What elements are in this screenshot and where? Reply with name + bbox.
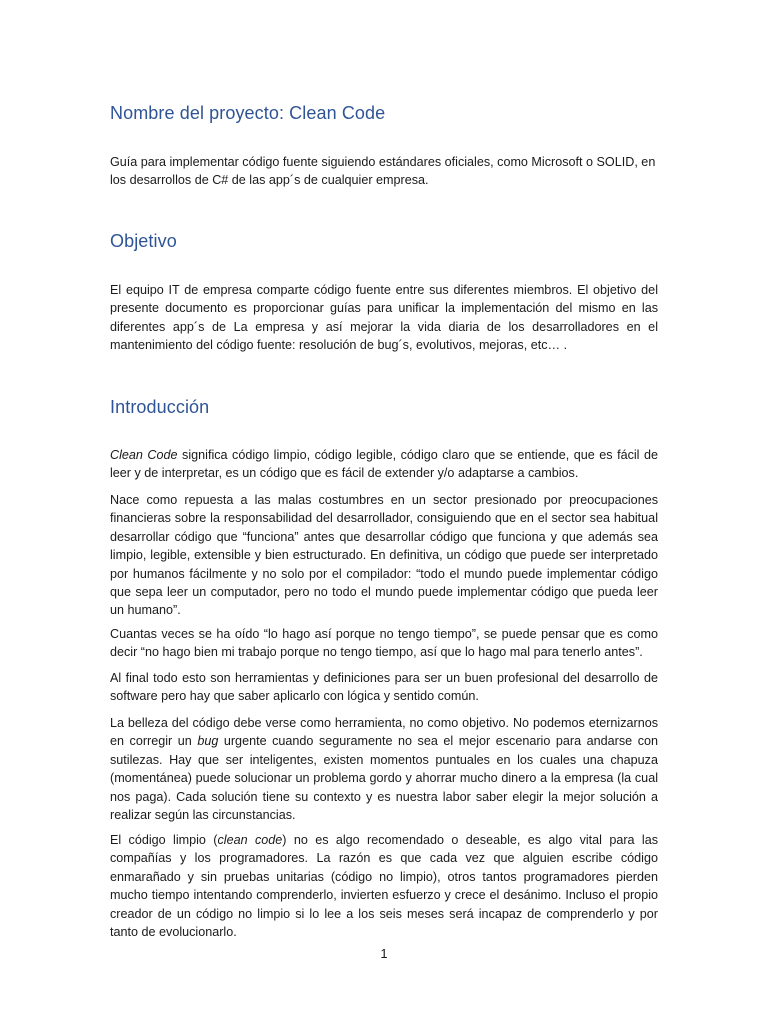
intro-paragraph-4: Al final todo esto son herramientas y definiciones para ser un buen profesional del desarrollo de software pero hay que saber aplicarlo con lógica y sentido común. <box>110 671 658 704</box>
intro-paragraph-3: Cuantas veces se ha oído “lo hago así porque no tengo tiempo”, se puede pensar que es como decir “no hago bien mi trabajo porque no tengo tiempo, así que lo hago mal para tenerlo antes”. <box>110 627 658 660</box>
intro-paragraph-1-text: significa código limpio, código legible, código claro que se entiende, que es fácil de leer y de interpretar, es un código que es fácil de extender y/o adaptarse a cambios. <box>110 448 658 481</box>
project-description: Guía para implementar código fuente siguiendo estándares oficiales, como Microsoft o SOLID, en los desarrollos de C# de las app´s de cualquier empresa. <box>110 155 656 188</box>
introduction-heading: Introducción <box>110 397 210 417</box>
intro-paragraph-6-start: El código limpio ( <box>110 833 218 847</box>
intro-paragraph-1 <box>110 446 658 483</box>
intro-paragraph-2: Nace como repuesta a las malas costumbres en un sector presionado por preocupaciones financieras sobre la responsabilidad del desarrollador, consiguiendo que en el sector sea habitual desarrollar código que “funciona” antes que desarrollar código que funciona y que además sea limpio, legible, extensible y bien estructurado. En definitiva, un código que puede ser interpretado por humanos fácilmente y no solo por el compilador: “todo el mundo puede implementar código que sepa leer un computador, pero no todo el mundo puede implementar código que pueda leer un humano”. <box>110 493 658 618</box>
intro-paragraph-5 <box>110 714 658 824</box>
clean-code-term: Clean Code <box>110 448 178 462</box>
intro-paragraph-5-start: La belleza del código debe verse como herramienta, no como objetivo. No podemos eternizarnos en corregir un <box>110 716 658 749</box>
objective-heading: Objetivo <box>110 231 177 251</box>
intro-paragraph-6 <box>110 831 658 941</box>
page-number: 1 <box>380 946 388 961</box>
clean-code-term-2: clean code <box>217 833 283 847</box>
objective-paragraph: El equipo IT de empresa comparte código fuente entre sus diferentes miembros. El objetivo del presente documento es proporcionar guías para unificar la implementación del mismo en las diferentes app´s de La empresa y así mejorar la vida diaria de los desarrolladores en el mantenimiento del código fuente: resolución de bug´s, evolutivos, mejoras, etc… . <box>110 283 658 353</box>
project-name-heading: Nombre del proyecto: Clean Code <box>110 103 386 123</box>
intro-paragraph-6-end: ) no es algo recomendado o deseable, es algo vital para las compañías y los programadores. La razón es que cada vez que alguien escribe código enmarañado y sin pruebas unitarias (código no limpio), otros tantos programadores pierden mucho tiempo intentando comprenderlo, invierten esfuerzo y crece el desánimo. Incluso el propio creador de un código no limpio si lo lee a los seis meses será incapaz de comprenderlo y por tanto de evolucionarlo. <box>110 833 658 940</box>
intro-paragraph-5-end: urgente cuando seguramente no sea el mejor escenario para andarse con sutilezas. Hay que ser inteligentes, existen momentos puntuales en los cuales una chapuza (momentánea) puede solucionar un problema gordo y ahorrar mucho dinero a la empresa (la cual nos paga). Cada solución tiene su contexto y es nuestra labor saber elegir la mejor solución a realizar según las circunstancias. <box>110 734 658 823</box>
bug-term: bug <box>197 734 219 749</box>
